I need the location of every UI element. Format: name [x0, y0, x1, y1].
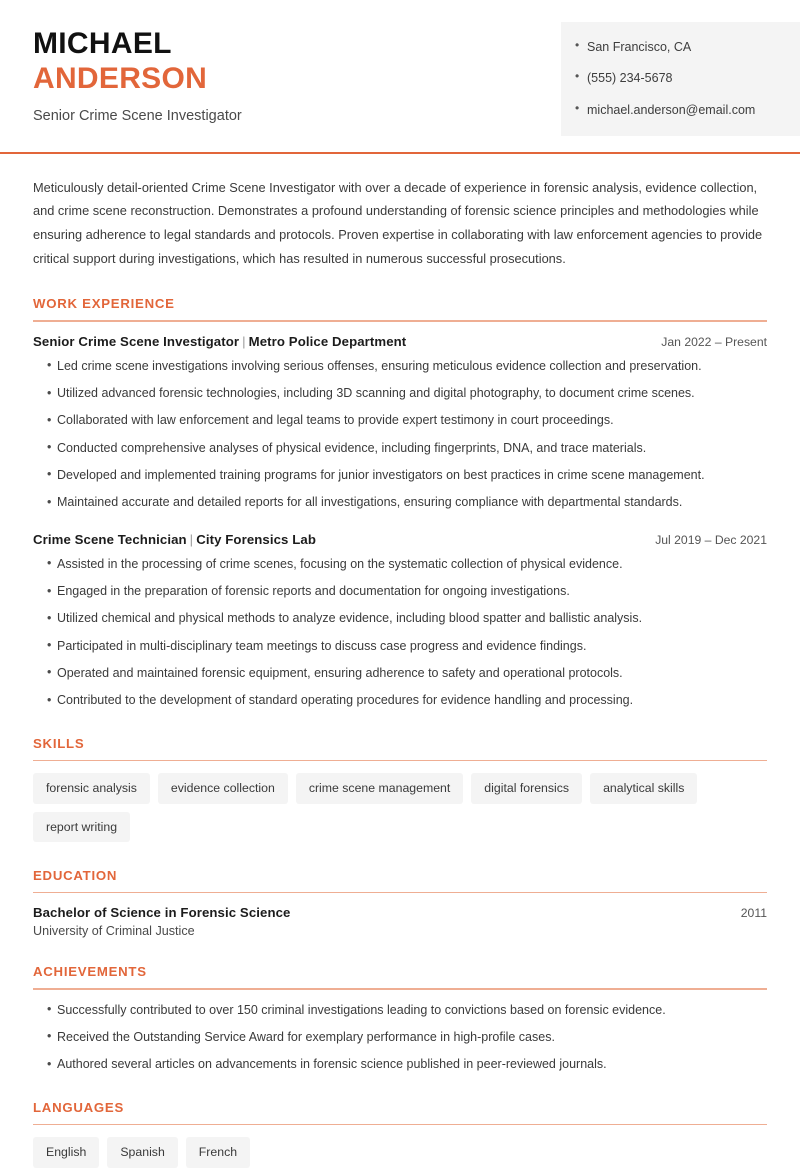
- experience-title-line: [33, 532, 316, 547]
- header-identity: [0, 22, 242, 124]
- experience-role: Crime Scene Technician: [33, 531, 187, 547]
- title-separator: |: [242, 333, 246, 349]
- bullet-item: • Successfully contributed to over 150 criminal investigations leading to convictions based on forensic evidence.: [47, 1002, 767, 1020]
- skill-chip: evidence collection: [158, 773, 288, 803]
- language-chip: Spanish: [107, 1137, 177, 1167]
- contact-email[interactable]: • michael.anderson@email.com: [587, 102, 790, 118]
- header-divider: [0, 152, 800, 154]
- bullet-item: • Utilized chemical and physical methods to analyze evidence, including blood spatter and ballistic analysis.: [47, 610, 767, 628]
- bullet-item: • Led crime scene investigations involving serious offenses, ensuring meticulous evidence collection and preservation.: [47, 358, 767, 376]
- last-name: ANDERSON: [33, 61, 208, 95]
- languages-chip-list: [33, 1137, 767, 1167]
- contact-list: [561, 39, 800, 118]
- bullet-item: • Conducted comprehensive analyses of physical evidence, including fingerprints, DNA, and trace materials.: [47, 440, 767, 458]
- section-divider: [33, 1124, 767, 1126]
- section-title-languages: LANGUAGES: [33, 1099, 125, 1115]
- resume-header: [0, 0, 800, 136]
- section-work-experience: [33, 296, 767, 710]
- skill-chip: analytical skills: [590, 773, 697, 803]
- skill-chip: crime scene management: [296, 773, 463, 803]
- experience-role: Senior Crime Scene Investigator: [33, 333, 240, 349]
- section-divider: [33, 320, 767, 322]
- language-chip: English: [33, 1137, 99, 1167]
- bullet-item: • Engaged in the preparation of forensic reports and documentation for ongoing investigations.: [47, 583, 767, 601]
- resume-content: [0, 176, 800, 1168]
- education-year: 2011: [740, 906, 767, 921]
- experience-date: Jul 2019 – Dec 2021: [655, 532, 767, 547]
- skill-chip: digital forensics: [471, 773, 582, 803]
- experience-entry: [33, 532, 767, 710]
- education-entry: [33, 905, 767, 938]
- first-name: MICHAEL: [33, 27, 172, 60]
- title-separator: |: [189, 531, 194, 547]
- achievements-bullets: [33, 1002, 767, 1074]
- bullet-item: • Authored several articles on advancements in forensic science published in peer-reviewed journals.: [47, 1056, 767, 1074]
- contact-box: [561, 22, 800, 136]
- bullet-item: • Operated and maintained forensic equipment, ensuring adherence to safety and operational protocols.: [47, 665, 767, 683]
- experience-entry-header: [33, 532, 767, 547]
- section-title-achievements: ACHIEVEMENTS: [33, 964, 147, 980]
- bullet-item: • Developed and implemented training programs for junior investigators on best practices in crime scene management.: [47, 467, 767, 485]
- bullet-item: • Contributed to the development of standard operating procedures for evidence handling and processing.: [47, 692, 767, 710]
- experience-company: Metro Police Department: [248, 333, 407, 349]
- bullet-item: • Participated in multi-disciplinary team meetings to discuss case progress and evidence findings.: [47, 638, 767, 656]
- education-institution: University of Criminal Justice: [33, 924, 195, 939]
- education-entry-header: [33, 905, 767, 920]
- bullet-item: • Maintained accurate and detailed reports for all investigations, ensuring compliance with departmental standards.: [47, 494, 767, 512]
- skills-chip-list: [33, 773, 767, 841]
- section-education: [33, 868, 767, 939]
- section-divider: [33, 988, 767, 990]
- experience-company: City Forensics Lab: [196, 531, 316, 547]
- language-chip: French: [186, 1137, 250, 1167]
- experience-bullets: [33, 556, 767, 710]
- section-divider: [33, 760, 767, 762]
- education-degree: Bachelor of Science in Forensic Science: [33, 905, 291, 921]
- experience-date: Jan 2022 – Present: [661, 334, 767, 349]
- experience-title-line: [33, 334, 406, 349]
- experience-bullets: [33, 358, 767, 512]
- section-divider: [33, 892, 767, 894]
- section-skills: [33, 736, 767, 842]
- section-title-skills: SKILLS: [33, 735, 85, 751]
- bullet-item: • Collaborated with law enforcement and legal teams to provide expert testimony in court proceedings.: [47, 412, 767, 430]
- section-title-education: EDUCATION: [33, 867, 118, 883]
- section-achievements: [33, 964, 767, 1074]
- section-languages: [33, 1100, 767, 1168]
- job-tagline: Senior Crime Scene Investigator: [33, 107, 242, 124]
- contact-location: • San Francisco, CA: [587, 39, 790, 55]
- experience-entry-header: [33, 334, 767, 349]
- bullet-item: • Utilized advanced forensic technologies, including 3D scanning and digital photography, to document crime scenes.: [47, 385, 767, 403]
- experience-entry: [33, 334, 767, 512]
- skill-chip: forensic analysis: [33, 773, 150, 803]
- professional-summary: Meticulously detail-oriented Crime Scene Investigator with over a decade of experience in forensic analysis, evidence collection, and crime scene reconstruction. Demonstrates a profound understanding of forensic science principles and methodologies while ensuring adherence to legal standards and protocols. Proven expertise in collaborating with law enforcement agencies to provide critical support during investigations, which has resulted in numerous successful prosecutions.: [33, 179, 763, 266]
- bullet-item: • Assisted in the processing of crime scenes, focusing on the systematic collection of physical evidence.: [47, 556, 767, 574]
- section-title-work-experience: WORK EXPERIENCE: [33, 296, 175, 312]
- contact-phone[interactable]: • (555) 234-5678: [587, 70, 790, 86]
- bullet-item: • Received the Outstanding Service Award for exemplary performance in high-profile cases.: [47, 1029, 767, 1047]
- skill-chip: report writing: [33, 812, 130, 842]
